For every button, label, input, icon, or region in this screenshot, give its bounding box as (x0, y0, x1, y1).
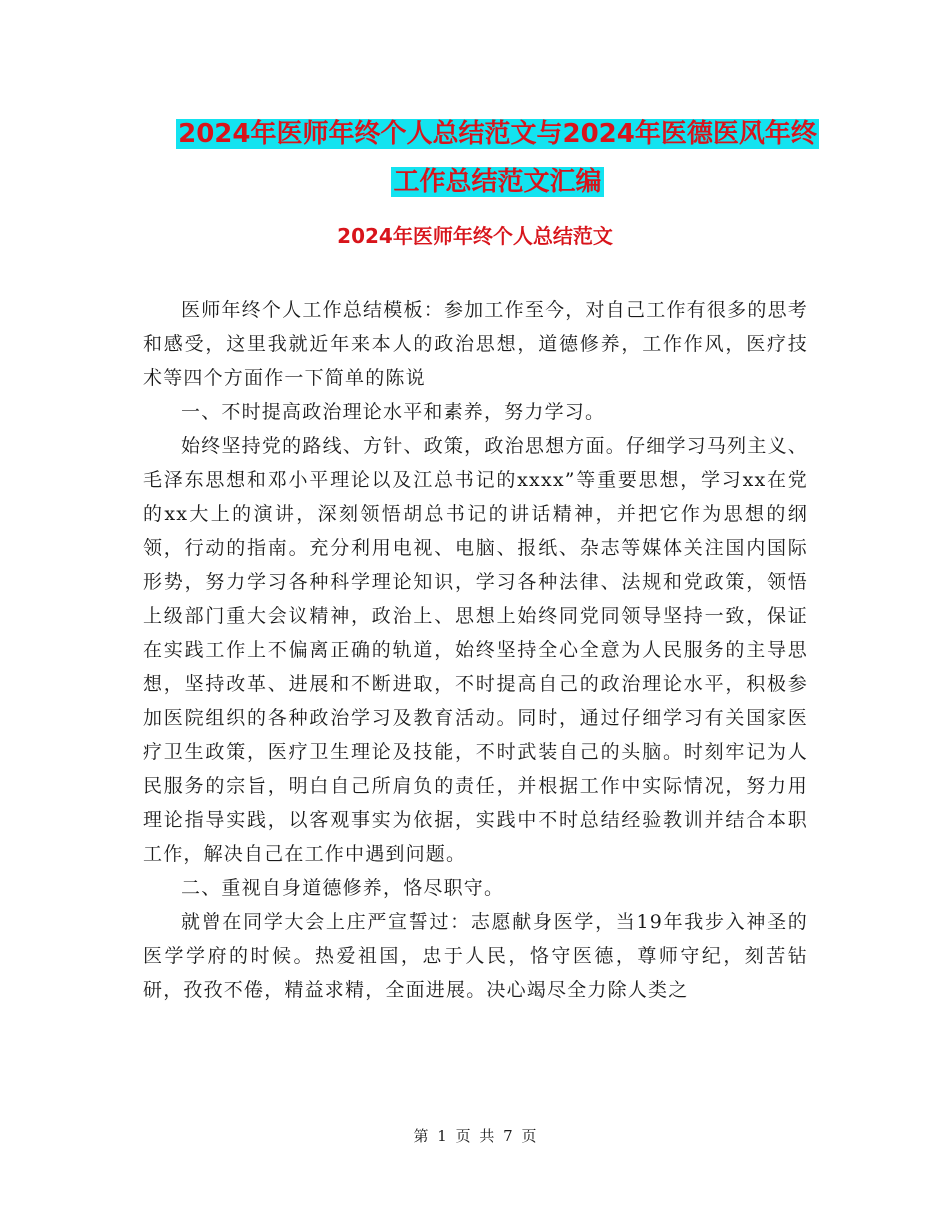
body-text (143, 293, 808, 1007)
paragraph-intro: 医师年终个人工作总结模板：参加工作至今，对自己工作有很多的思考和感受，这里我就近年来本人的政治思想，道德修养，工作作风，医疗技术等四个方面作一下简单的陈说 (143, 299, 808, 389)
document-title (130, 110, 865, 206)
paragraph-heading-2: 二、重视自身道德修养，恪尽职守。 (181, 877, 505, 899)
paragraph-politics: 始终坚持党的路线、方针、政策，政治思想方面。仔细学习马列主义、毛泽东思想和邓小平理论以及江总书记的xxxx”等重要思想，学习xx在党的xx大上的演讲，深刻领悟胡总书记的讲话精神，并把它作为思想的纲领，行动的指南。充分利用电视、电脑、报纸、杂志等媒体关注国内国际形势，努力学习各种科学理论知识，学习各种法律、法规和党政策，领悟上级部门重大会议精神，政治上、思想上始终同党同领导坚持一致，保证在实践工作上不偏离正确的轨道，始终坚持全心全意为人民服务的主导思想，坚持改革、进展和不断进取，不时提高自己的政治理论水平，积极参加医院组织的各种政治学习及教育活动。同时，通过仔细学习有关国家医疗卫生政策，医疗卫生理论及技能，不时武装自己的头脑。时刻牢记为人民服务的宗旨，明白自己所肩负的责任，并根据工作中实际情况，努力用理论指导实践，以客观事实为依据，实践中不时总结经验教训并结合本职工作，解决自己在工作中遇到问题。 (143, 435, 808, 865)
section-title: 2024年医师年终个人总结范文 (337, 224, 613, 248)
document-title-line-2: 工作总结范文汇编 (393, 167, 602, 197)
document-title-line-1: 2024年医师年终个人总结范文与2024年医德医风年终 (178, 119, 817, 149)
page-footer: 第 1 页 共 7 页 (413, 1127, 537, 1145)
paragraph-ethics: 就曾在同学大会上庄严宣誓过：志愿献身医学，当19年我步入神圣的医学学府的时候。热爱祖国，忠于人民，恪守医德，尊师守纪，刻苦钻研，孜孜不倦，精益求精，全面进展。决心竭尽全力除人类之 (143, 911, 808, 1001)
paragraph-heading-1: 一、不时提高政治理论水平和素养，努力学习。 (181, 401, 606, 423)
